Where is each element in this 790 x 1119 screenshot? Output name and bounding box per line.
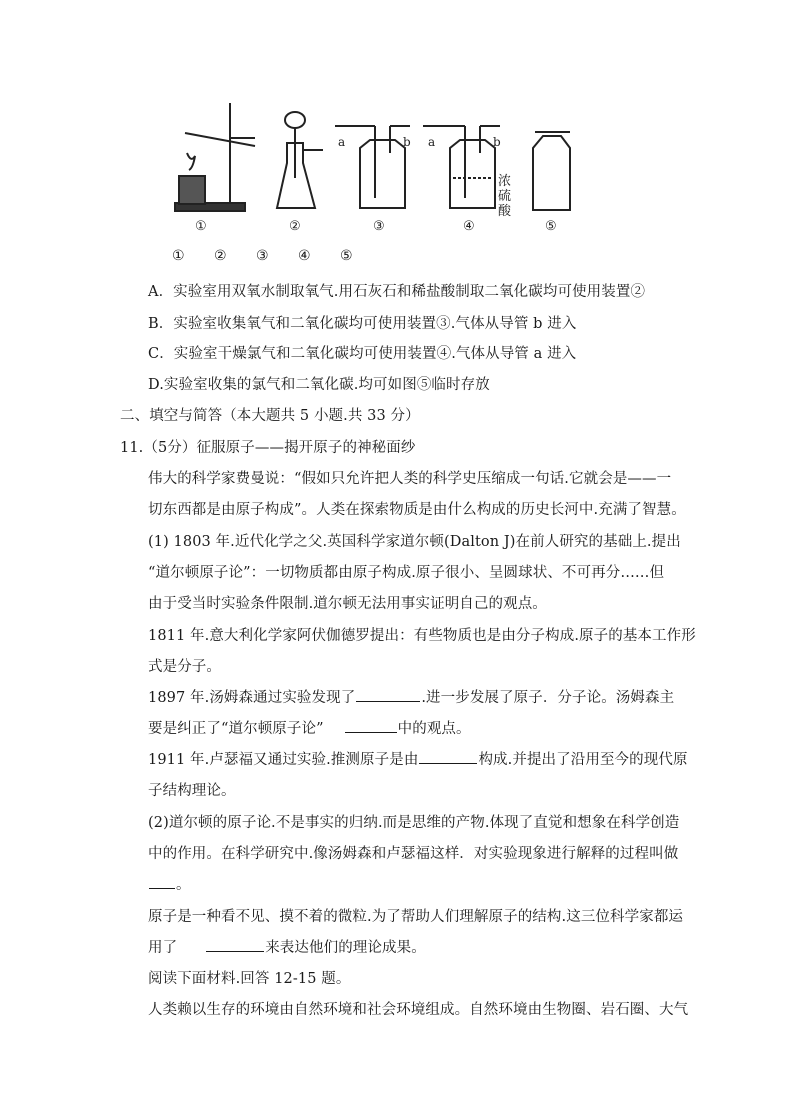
option-b: B．实验室收集氧气和二氧化碳均可使用装置③.气体从导管 b 进入 bbox=[148, 316, 577, 332]
paragraph-line: (2)道尔顿的原子论.不是事实的归纳.而是思维的产物.体现了直觉和想象在科学创造 bbox=[148, 815, 680, 831]
paragraph-line: (1) 1803 年.近代化学之父.英国科学家道尔顿(Dalton J)在前人研究的基础上.提出 bbox=[148, 534, 681, 550]
answer-blank-3[interactable] bbox=[419, 749, 477, 764]
apparatus-number-row bbox=[172, 248, 382, 264]
flame bbox=[187, 153, 195, 170]
text-segment: 要是纠正了“道尔顿原子论” bbox=[148, 721, 324, 737]
paragraph-line bbox=[148, 936, 426, 957]
text-segment: .进一步发展了原子．分子论。汤姆森主 bbox=[421, 690, 675, 706]
section-title: 二、填空与简答（本大题共 5 小题.共 33 分） bbox=[120, 408, 420, 424]
text-segment: 。 bbox=[176, 877, 191, 893]
label-1: ① bbox=[172, 248, 185, 264]
burner-block bbox=[179, 176, 205, 204]
answer-blank-4[interactable] bbox=[149, 874, 175, 889]
paragraph-line: 切东西都是由原子构成”。人类在探索物质是由什么构成的历史长河中.充满了智慧。 bbox=[148, 502, 686, 518]
paragraph-line: 由于受当时实验条件限制.道尔顿无法用事实证明自己的观点。 bbox=[148, 596, 547, 612]
paragraph-line bbox=[148, 686, 674, 707]
paragraph-line: 1811 年.意大利化学家阿伏伽德罗提出：有些物质也是由分子构成.原子的基本工作形 bbox=[148, 628, 696, 644]
svg-text:④: ④ bbox=[463, 219, 475, 234]
acid-label-3: 酸 bbox=[498, 204, 512, 219]
svg-text:a: a bbox=[428, 135, 436, 149]
label-2: ② bbox=[214, 248, 227, 264]
gas-bottle-4 bbox=[450, 140, 495, 208]
text-segment: 用了 bbox=[148, 940, 178, 956]
paragraph-line: 子结构理论。 bbox=[148, 783, 236, 799]
label-5: ⑤ bbox=[340, 248, 353, 264]
paragraph-line: 式是分子。 bbox=[148, 659, 221, 675]
option-a: A．实验室用双氧水制取氧气.用石灰石和稀盐酸制取二氧化碳均可使用装置② bbox=[148, 284, 646, 300]
apparatus-figure bbox=[165, 98, 585, 238]
acid-label-1: 浓 bbox=[498, 174, 512, 189]
apparatus-drawing bbox=[165, 98, 585, 238]
acid-label-2: 硫 bbox=[498, 189, 512, 204]
answer-blank-1[interactable] bbox=[356, 687, 420, 702]
svg-text:b: b bbox=[493, 135, 501, 149]
paragraph-line: 中的作用。在科学研究中.像汤姆森和卢瑟福这样．对实验现象进行解释的过程叫做 bbox=[148, 846, 679, 862]
paragraph-line: 阅读下面材料.回答 12-15 题。 bbox=[148, 971, 351, 987]
label-3: ③ bbox=[256, 248, 269, 264]
empty-bottle-5 bbox=[533, 136, 570, 210]
answer-blank-5[interactable] bbox=[206, 937, 264, 952]
svg-text:a: a bbox=[338, 135, 346, 149]
text-segment: 1911 年.卢瑟福又通过实验.推测原子是由 bbox=[148, 752, 419, 768]
svg-text:⑤: ⑤ bbox=[545, 219, 557, 234]
paragraph-line bbox=[148, 873, 191, 894]
svg-text:③: ③ bbox=[373, 219, 385, 234]
test-tube bbox=[185, 133, 255, 146]
answer-blank-2[interactable] bbox=[345, 718, 397, 733]
paragraph-line bbox=[148, 717, 471, 738]
text-segment: 1897 年.汤姆森通过实验发现了 bbox=[148, 690, 356, 706]
paragraph-line: 人类赖以生存的环境由自然环境和社会环境组成。自然环境由生物圈、岩石圈、大气 bbox=[148, 1002, 689, 1018]
paragraph-line: “道尔顿原子论”：一切物质都由原子构成.原子很小、呈圆球状、不可再分……但 bbox=[148, 565, 665, 581]
gas-bottle-3 bbox=[360, 140, 405, 208]
text-segment: 中的观点。 bbox=[397, 721, 471, 737]
paragraph-line: 伟大的科学家费曼说：“假如只允许把人类的科学史压缩成一句话.它就会是——一 bbox=[148, 471, 672, 487]
text-segment: 来表达他们的理论成果。 bbox=[265, 940, 426, 956]
svg-text:①: ① bbox=[195, 219, 207, 234]
label-4: ④ bbox=[298, 248, 311, 264]
paragraph-line: 原子是一种看不见、摸不着的微粒.为了帮助人们理解原子的结构.这三位科学家都运 bbox=[148, 909, 684, 925]
text-segment: 构成.并提出了沿用至今的现代原 bbox=[478, 752, 688, 768]
svg-text:②: ② bbox=[289, 219, 301, 234]
question-11-title: 11.（5分）征服原子——揭开原子的神秘面纱 bbox=[120, 440, 416, 456]
svg-text:b: b bbox=[403, 135, 411, 149]
funnel-bulb bbox=[285, 112, 305, 128]
paragraph-line bbox=[148, 748, 688, 769]
option-d: D.实验室收集的氯气和二氧化碳.均可如图⑤临时存放 bbox=[148, 377, 490, 393]
option-c: C．实验室干燥氯气和二氧化碳均可使用装置④.气体从导管 a 进入 bbox=[148, 346, 577, 362]
